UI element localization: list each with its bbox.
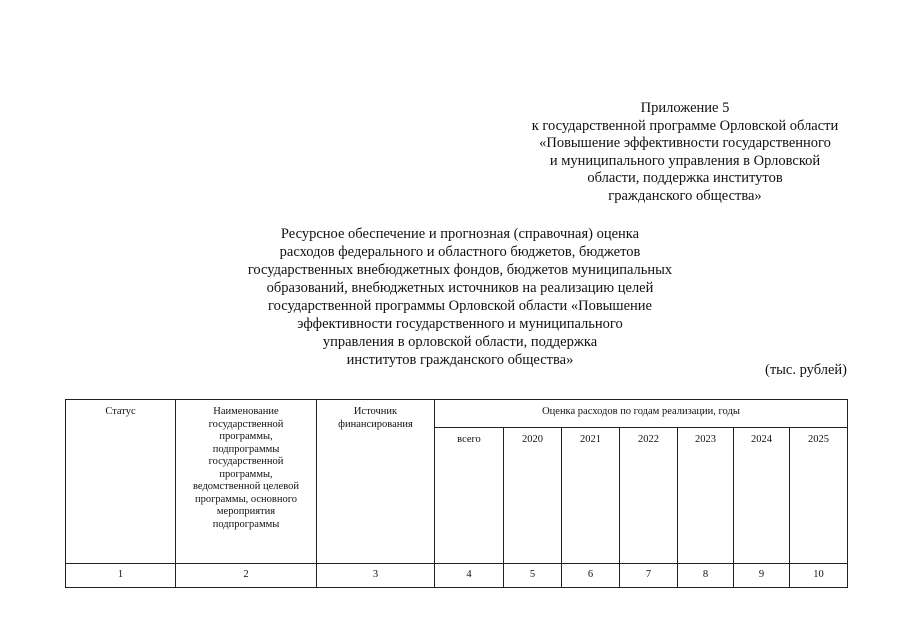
name-header-line: мероприятия [216,506,276,517]
title-line: государственной программы Орловской области «Повышение [268,298,652,314]
appendix-reference [500,100,870,205]
column-number: 10 [790,564,848,588]
title-line: институтов гражданского общества» [346,352,574,368]
column-number: 6 [562,564,620,588]
title-line: государственных внебюджетных фондов, бюджетов муниципальных [247,262,673,278]
name-header-line: подпрограммы [212,518,280,530]
source-header [317,400,435,564]
column-number: 3 [317,564,435,588]
appendix-line: к государственной программе Орловской области [531,117,839,134]
name-header-line: государственной [208,456,284,467]
year-header: 2024 [734,428,790,564]
name-header-line: государственной [208,418,284,430]
name-header-line: программы, основного [194,493,298,505]
column-number: 5 [504,564,562,588]
year-header-total: всего [435,428,504,564]
appendix-line: Приложение 5 [640,100,730,116]
column-number: 8 [678,564,734,588]
year-header: 2022 [620,428,678,564]
document-title [200,225,720,369]
title-line: образований, внебюджетных источников на реализацию целей [266,280,654,296]
estimate-header: Оценка расходов по годам реализации, годы [435,400,848,428]
source-header-line: финансирования [338,418,413,430]
year-header: 2020 [504,428,562,564]
resource-table [65,399,848,588]
appendix-line: и муниципального управления в Орловской [549,152,821,169]
column-number: 1 [66,564,176,588]
title-line: управления в орловской области, поддержка [322,334,598,350]
name-header-line: программы, [219,468,273,480]
units-label: (тыс. рублей) [765,362,847,378]
name-header [176,400,317,564]
column-number: 2 [176,564,317,588]
appendix-line: «Повышение эффективности государственного [539,135,831,151]
name-header-line: программы, [219,431,273,442]
title-line: Ресурсное обеспечение и прогнозная (справочная) оценка [280,226,640,242]
year-header: 2023 [678,428,734,564]
status-header: Статус [66,400,176,564]
appendix-line: области, поддержка институтов [587,170,783,186]
year-header: 2025 [790,428,848,564]
name-header-line: подпрограммы [212,443,280,455]
name-header-line: Наименование [213,406,279,417]
column-number: 7 [620,564,678,588]
title-line: эффективности государственного и муниципального [297,316,623,332]
source-header-line: Источник [353,406,398,417]
title-line: расходов федерального и областного бюджетов, бюджетов [279,244,641,260]
appendix-line: гражданского общества» [608,187,762,204]
name-header-line: ведомственной целевой [193,481,299,492]
year-header: 2021 [562,428,620,564]
column-number: 9 [734,564,790,588]
column-number: 4 [435,564,504,588]
